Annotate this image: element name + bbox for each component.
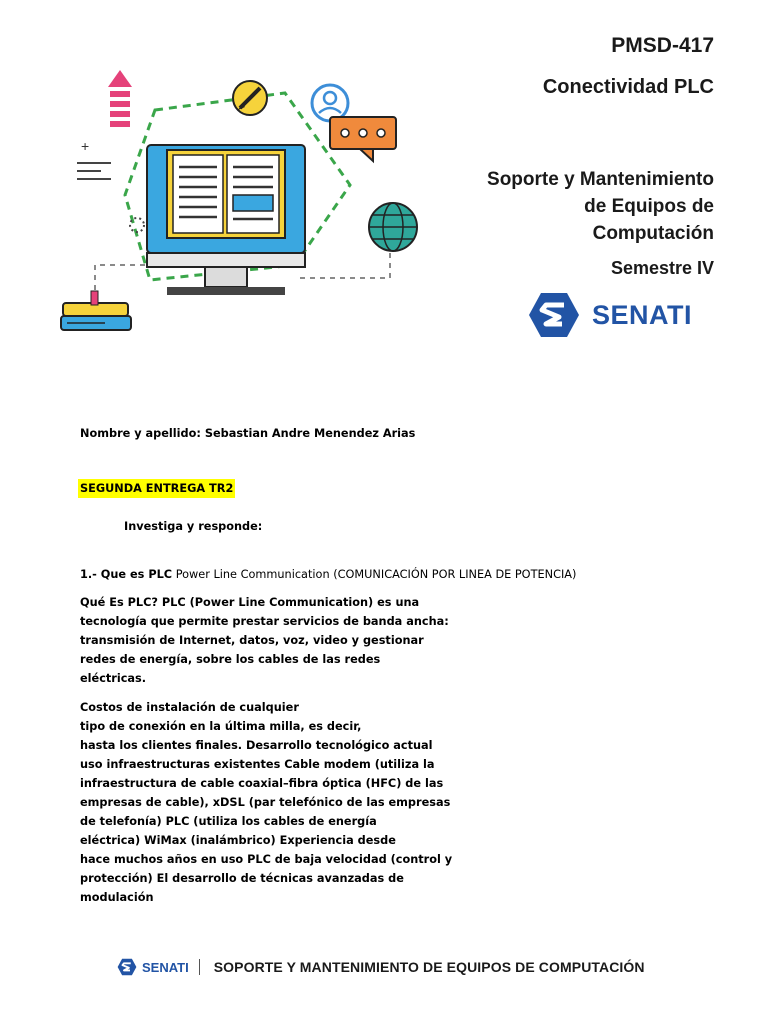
paragraph-line: tecnología que permite prestar servicios de banda ancha: [80,615,449,628]
footer-title: SOPORTE Y MANTENIMIENTO DE EQUIPOS DE COMPUTACIÓN [213,959,645,975]
program-title [414,166,714,247]
answer-paragraph-1 [80,593,449,688]
globe-icon [369,203,417,251]
program-title-line: Computación [592,223,714,244]
senati-emblem-icon [117,958,137,976]
document-icon [77,138,111,179]
paragraph-line: eléctrica) WiMax (inalámbrico) Experiencia desde [80,834,396,847]
paragraph-line: hasta los clientes finales. Desarrollo tecnológico actual [80,739,433,752]
answer-paragraph-2 [80,698,453,907]
footer-brand: SENATI [142,959,189,975]
paragraph-line: uso infraestructuras existentes Cable modem (utiliza la [80,758,435,771]
question-number: 1.- Que es PLC [80,568,173,581]
pen-icon [233,81,267,115]
paragraph-line: transmisión de Internet, datos, voz, video y gestionar [80,634,424,647]
senati-logo [528,291,692,339]
student-name: Nombre y apellido: Sebastian Andre Menendez Arias [80,427,416,440]
senati-emblem-icon [528,291,580,339]
paragraph-line: Costos de instalación de cualquier [80,701,299,714]
paragraph-line: eléctricas. [80,672,147,685]
user-icon [312,85,348,121]
course-title: Conectividad PLC [542,76,714,98]
semester-label: Semestre IV [610,258,714,278]
question-text: Power Line Communication (COMUNICACIÓN POR LINEA DE POTENCIA) [172,568,577,581]
paragraph-line: de telefonía) PLC (utiliza los cables de energía [80,815,377,828]
svg-text:+: + [81,138,90,154]
paragraph-line: Qué Es PLC? PLC (Power Line Communication) es una [80,596,420,609]
program-title-line: de Equipos de [584,196,714,217]
paragraph-line: infraestructura de cable coaxial–fibra óptica (HFC) de las [80,777,444,790]
open-book-icon [167,150,285,238]
paragraph-line: modulación [80,891,154,904]
paragraph-line: empresas de cable), xDSL (par telefónico de las empresas [80,796,451,809]
cover-illustration [55,65,430,345]
instruction-heading: Investiga y responde: [124,520,263,533]
up-arrow-icon [108,70,132,127]
books-icon [61,291,131,330]
question-1 [80,565,576,584]
paragraph-line: hace muchos años en uso PLC de baja velocidad (control y [80,853,453,866]
paragraph-line: redes de energía, sobre los cables de las redes [80,653,381,666]
footer-divider [199,959,200,975]
chat-bubble-icon [330,117,396,161]
paragraph-line: tipo de conexión en la última milla, es decir, [80,720,362,733]
program-title-line: Soporte y Mantenimiento [487,169,714,190]
course-code: PMSD-417 [611,34,714,57]
paragraph-line: protección) El desarrollo de técnicas avanzadas de [80,872,404,885]
senati-wordmark: SENATI [592,299,693,330]
delivery-highlight: SEGUNDA ENTREGA TR2 [78,479,235,498]
page-footer [117,958,645,976]
